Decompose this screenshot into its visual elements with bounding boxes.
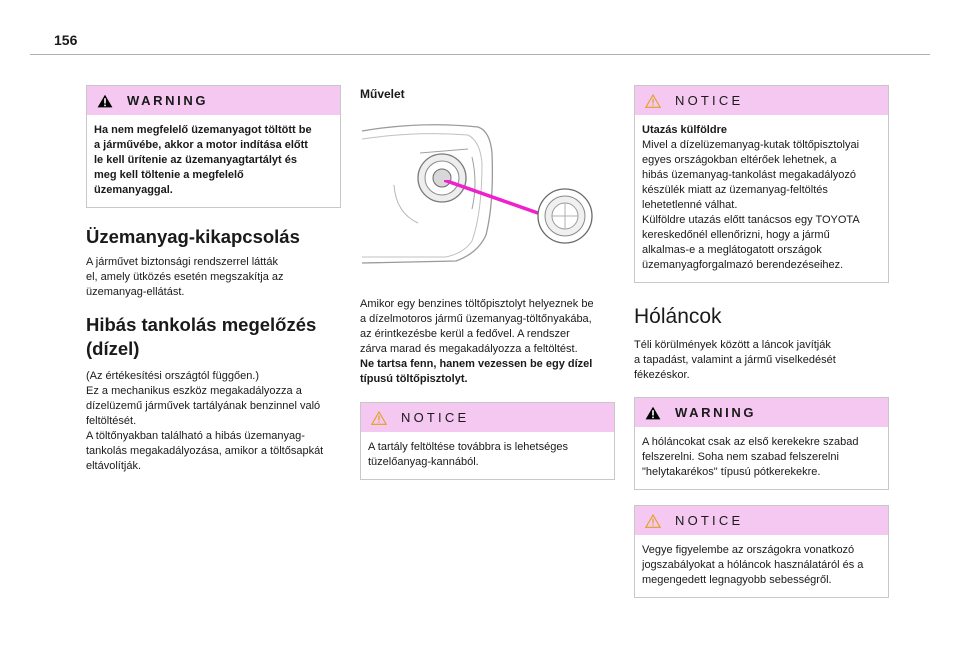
paragraph-line: az érintkezésbe kerül a fedővel. A rendszer	[360, 328, 570, 340]
paragraph-line: a tapadást, valamint a jármű viselkedését	[634, 354, 836, 366]
section-text-snow-chains	[634, 338, 889, 383]
paragraph-line: dízelüzemű járművek tartályának benzinnel való	[86, 400, 321, 412]
notice-text-line: tüzelőanyag-kannából.	[368, 456, 479, 468]
notice-box-travel	[634, 85, 889, 283]
warning-box-fuel	[86, 85, 341, 208]
paragraph-line: el, amely ütközés esetén megszakítja az	[86, 271, 284, 283]
section-title-fuel-cutoff: Üzemanyag-kikapcsolás	[86, 226, 300, 247]
warning-text-line: A hóláncokat csak az első kerekekre szabad	[642, 436, 859, 448]
notice-text-line: készülék miatt az üzemanyag-feltöltés	[642, 184, 828, 196]
section-text-fuel-cutoff	[86, 255, 341, 300]
warning-box-header	[87, 86, 340, 115]
paragraph-line: eltávolítják.	[86, 460, 142, 472]
section-title-line: (dízel)	[86, 338, 140, 359]
notice-text-line: megengedett legnagyobb sebességről.	[642, 574, 832, 586]
notice-text-line: lehetetlenné válhat.	[642, 199, 738, 211]
warning-text-line: felszerelni. Soha nem szabad felszerelni	[642, 451, 839, 463]
notice-text	[361, 432, 614, 479]
page-number: 156	[54, 32, 78, 48]
section-heading-operation: Művelet	[360, 87, 405, 101]
paragraph-line: Téli körülmények között a láncok javítják	[634, 339, 831, 351]
notice-text-line: üzemanyagforgalmazó berendezéseihez.	[642, 259, 844, 271]
notice-text-line: alkalmas-e a meglátogatott országok	[642, 244, 822, 256]
notice-text	[635, 115, 888, 282]
notice-text-line: Vegye figyelembe az országokra vonatkozó	[642, 544, 855, 556]
warning-label: WARNING	[675, 405, 757, 420]
paragraph-line: üzemanyag-ellátást.	[86, 286, 185, 298]
warning-text-line: meg kell töltenie a megfelelő	[94, 169, 244, 181]
warning-text-line: üzemanyaggal.	[94, 184, 173, 196]
paragraph-line: (Az értékesítési országtól függően.)	[86, 370, 260, 382]
warning-triangle-icon	[645, 406, 661, 420]
warning-text-line: Ha nem megfelelő üzemanyagot töltött be	[94, 124, 312, 136]
operation-text	[360, 297, 615, 387]
paragraph-line: fékezéskor.	[634, 369, 690, 381]
notice-text-line: hibás üzemanyag-tankolást megakadályozó	[642, 169, 857, 181]
header-divider	[30, 54, 930, 55]
notice-text-line: A tartály feltöltése továbbra is lehetséges	[368, 441, 568, 453]
notice-box-header	[635, 506, 888, 535]
notice-text-line: egyes országokban eltérőek lehetnek, a	[642, 154, 837, 166]
warning-box-header	[635, 398, 888, 427]
notice-label: NOTICE	[675, 513, 744, 528]
notice-triangle-icon	[645, 514, 661, 528]
paragraph-line: a dízelmotoros jármű üzemanyag-töltőnyakába,	[360, 313, 592, 325]
paragraph-line-bold: típusú töltőpisztolyt.	[360, 373, 468, 385]
warning-label: WARNING	[127, 93, 209, 108]
notice-label: NOTICE	[675, 93, 744, 108]
column-right	[634, 85, 889, 598]
paragraph-line: Amikor egy benzines töltőpisztolyt helyeznek be	[360, 298, 594, 310]
notice-text-line: Mivel a dízelüzemanyag-kutak töltőpisztolyai	[642, 139, 860, 151]
warning-triangle-icon	[97, 94, 113, 108]
paragraph-line: tankolás megakadályozása, amikor a töltősapkát	[86, 445, 324, 457]
paragraph-line: A töltőnyakban található a hibás üzemanyag-	[86, 430, 305, 442]
paragraph-line: feltöltését.	[86, 415, 137, 427]
detail-zoom-circle	[535, 186, 595, 246]
warning-text-line: "helytakarékos" típusú pótkerekekre.	[642, 466, 821, 478]
warning-box-chains	[634, 397, 889, 490]
notice-box-header	[361, 403, 614, 432]
warning-text-line: le kell ürítenie az üzemanyagtartályt és	[94, 154, 297, 166]
notice-title: Utazás külföldre	[642, 124, 727, 136]
notice-text-line: kereskedőnél ellenőrizni, hogy a jármű	[642, 229, 830, 241]
section-text-misfuel	[86, 369, 341, 474]
notice-text-line: jogszabályokat a hóláncok használatáról és a	[642, 559, 864, 571]
paragraph-line-bold: Ne tartsa fenn, hanem vezessen be egy dízel	[360, 358, 593, 370]
paragraph-line: zárva marad és megakadályozza a feltöltést.	[360, 343, 578, 355]
notice-box-canister	[360, 402, 615, 480]
notice-triangle-icon	[371, 411, 387, 425]
paragraph-line: Ez a mechanikus eszköz megakadályozza a	[86, 385, 302, 397]
section-title-line: Hibás tankolás megelőzés	[86, 314, 317, 335]
notice-label: NOTICE	[401, 410, 470, 425]
notice-text-line: Külföldre utazás előtt tanácsos egy TOYOTA	[642, 214, 860, 226]
section-title-snow-chains: Hóláncok	[634, 305, 722, 328]
notice-box-header	[635, 86, 888, 115]
section-title-misfuel	[86, 313, 341, 361]
column-left	[86, 85, 341, 474]
warning-text	[87, 115, 340, 207]
warning-text-line: a járművébe, akkor a motor indítása előtt	[94, 139, 308, 151]
column-middle	[360, 85, 615, 480]
paragraph-line: A járművet biztonsági rendszerrel látták	[86, 256, 278, 268]
notice-triangle-icon	[645, 94, 661, 108]
notice-box-regulations	[634, 505, 889, 598]
notice-text	[635, 535, 888, 597]
warning-text	[635, 427, 888, 489]
